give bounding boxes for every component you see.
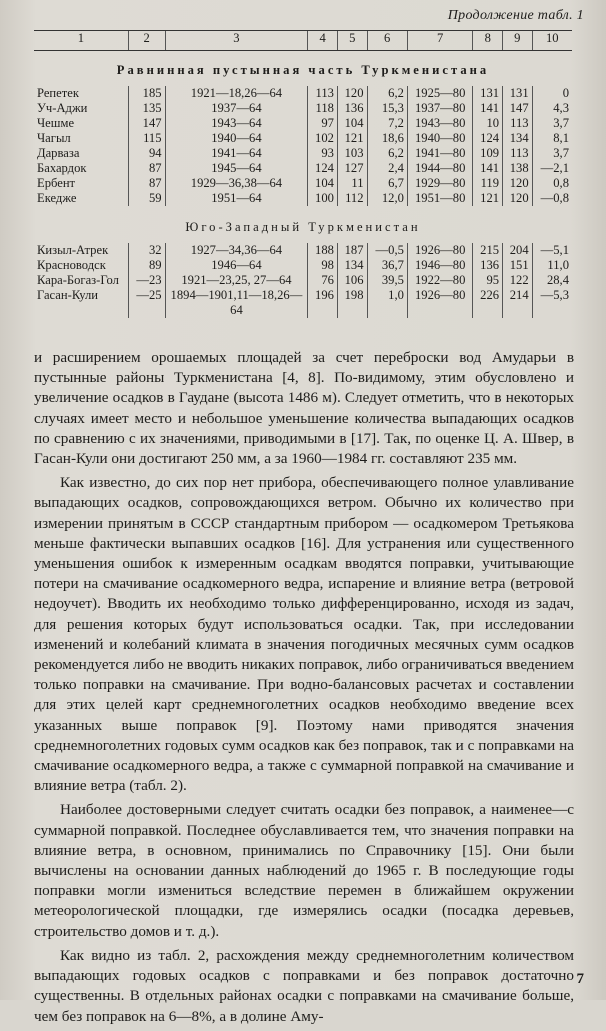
table-cell: 141 [473, 161, 503, 176]
column-header-7: 7 [407, 31, 473, 51]
table-cell: 141 [473, 101, 503, 116]
table-row [34, 191, 572, 206]
table-cell: 103 [337, 146, 367, 161]
table-cell: 113 [503, 146, 533, 161]
station-name-cell: Кизыл-Атрек [37, 243, 109, 257]
table-row [34, 243, 572, 258]
table-row [34, 131, 572, 146]
table-header [34, 31, 572, 51]
table-cell: —23 [128, 273, 165, 288]
table-cell: 1927—34,36—64 [165, 243, 308, 258]
table-cell: 136 [337, 101, 367, 116]
table-cell: 131 [473, 86, 503, 101]
table-row [34, 176, 572, 191]
table-cell: 131 [503, 86, 533, 101]
body-paragraph: и расширением орошаемых площадей за счет переброски вод Амударьи в пустынные районы Туркменистана [4, 8]. По-видимому, этим обусловлено и увеличение осадков в Гаудане (высота 1486 м). Следует отметить, что в некоторых случаях имеет место и небольшое уменьшение количества выпадающих осадков по сравнению с их значениями, приводимыми в [17]. Так, по оценке Ц. А. Швер, в Гасан-Кули они достигают 250 мм, а за 1960—1984 гг. составляют 235 мм. [34, 349, 574, 468]
table-cell: 4,3 [532, 101, 572, 116]
table-cell: —5,1 [532, 243, 572, 258]
table-cell: 1,0 [367, 288, 407, 318]
table-cell: 1941—80 [407, 146, 473, 161]
station-name-cell: Кара-Богаз-Гол [37, 273, 119, 287]
running-head: Продолжение табл. 1 [447, 8, 584, 23]
body-paragraph: Как известно, до сих пор нет прибора, обеспечивающего полное улавливание выпадающих осадков, сопровождающихся ветром. Обычно их количество при измерении принятым в СССР стандартным прибором — осадкомером Третьякова меньше фактически выпавших осадков [16]. Для устранения или существенного уменьшения ошибок к измеренным осадкам вводятся поправки, учитывающие потери на смачивание осадкомерного ведра, испарение и влияние ветра (ветровой недоучет). Вводить их необходимо только дифференцированно, исходя из задач, для решения которых будут использоваться осадки. Так, при исследовании изменений и колебаний климата в значения погодичных месячных сумм осадков рекомендуется либо не вводить никаких поправок, либо ограничиваться введением только поправки на смачивание. При водно-балансовых расчетах и составлении для этих целей карт среднемноголетних осадков необходимо введение всех указанных выше поправок [9]. Поэтому нами приводятся значения среднемноголетних годовых сумм осадков как без поправок, так и с поправками на смачивание осадкомерного ведра, а также с суммарной поправкой на смачивание и влияние ветра (табл. 2). [34, 474, 574, 795]
table-cell: 3,7 [532, 146, 572, 161]
table-cell: 1926—80 [407, 243, 473, 258]
table-cell: 76 [308, 273, 338, 288]
table-cell: 1946—64 [165, 258, 308, 273]
table-cell: 12,0 [367, 191, 407, 206]
column-header-5: 5 [337, 31, 367, 51]
station-name-cell: Репетек [37, 86, 79, 100]
table-cell: 10 [473, 116, 503, 131]
table-row [34, 86, 572, 101]
table-cell: 134 [503, 131, 533, 146]
table-cell: 113 [503, 116, 533, 131]
table-cell: 1894—1901,11—18,26—64 [165, 288, 308, 318]
table-cell: 1943—80 [407, 116, 473, 131]
table-cell: 89 [128, 258, 165, 273]
table-cell: 6,2 [367, 86, 407, 101]
table-cell: 98 [308, 258, 338, 273]
table-cell: 97 [308, 116, 338, 131]
column-header-9: 9 [503, 31, 533, 51]
table-cell: 6,7 [367, 176, 407, 191]
table-cell: 204 [503, 243, 533, 258]
table-cell: 2,4 [367, 161, 407, 176]
table-cell: 185 [128, 86, 165, 101]
section-title-row [34, 51, 572, 87]
table-cell: 112 [337, 191, 367, 206]
table-cell: 122 [503, 273, 533, 288]
table-cell: 121 [337, 131, 367, 146]
table-cell: 127 [337, 161, 367, 176]
table-cell: 6,2 [367, 146, 407, 161]
table-cell: —0,8 [532, 191, 572, 206]
table-cell: 124 [308, 161, 338, 176]
table-cell: 1940—64 [165, 131, 308, 146]
table-cell: 104 [337, 116, 367, 131]
table-cell: 104 [308, 176, 338, 191]
table-cell: 106 [337, 273, 367, 288]
table-cell: 226 [473, 288, 503, 318]
table-header-row [34, 31, 572, 51]
table-cell: 120 [337, 86, 367, 101]
table-cell: 214 [503, 288, 533, 318]
table-cell: 87 [128, 176, 165, 191]
table-cell: 115 [128, 131, 165, 146]
table-cell: —5,3 [532, 288, 572, 318]
table-cell: —0,5 [367, 243, 407, 258]
station-name-cell: Чешме [37, 116, 75, 130]
table-cell: 87 [128, 161, 165, 176]
table-cell: 95 [473, 273, 503, 288]
table-cell: 188 [308, 243, 338, 258]
table-cell: 7,2 [367, 116, 407, 131]
table-cell: 136 [473, 258, 503, 273]
table-row [34, 116, 572, 131]
column-header-2: 2 [128, 31, 165, 51]
table-cell: 196 [308, 288, 338, 318]
table-cell: 147 [503, 101, 533, 116]
table-cell: 3,7 [532, 116, 572, 131]
station-name-cell: Ербент [37, 176, 76, 190]
table-cell: 120 [503, 176, 533, 191]
table-cell: 1921—23,25, 27—64 [165, 273, 308, 288]
table-cell: 134 [337, 258, 367, 273]
table-row [34, 146, 572, 161]
table-cell: 120 [503, 191, 533, 206]
table-cell: —2,1 [532, 161, 572, 176]
table-cell: 93 [308, 146, 338, 161]
table-row [34, 288, 572, 318]
body-text [34, 348, 574, 1031]
table-cell: 119 [473, 176, 503, 191]
station-name-cell: Чагыл [37, 131, 71, 145]
station-name-cell: Дарваза [37, 146, 80, 160]
table-cell: 39,5 [367, 273, 407, 288]
table-cell: 1937—64 [165, 101, 308, 116]
station-name-cell: Екедже [37, 191, 77, 205]
station-name-cell: Бахардок [37, 161, 87, 175]
station-name-cell: Уч-Аджи [37, 101, 88, 115]
column-header-3: 3 [165, 31, 308, 51]
table-cell: 198 [337, 288, 367, 318]
table-cell: 124 [473, 131, 503, 146]
table-body [34, 51, 572, 319]
table-cell: 1943—64 [165, 116, 308, 131]
table-row [34, 101, 572, 116]
table-cell: 15,3 [367, 101, 407, 116]
table-cell: 1951—80 [407, 191, 473, 206]
station-name-cell: Гасан-Кули [37, 288, 99, 302]
table-cell: —25 [128, 288, 165, 318]
table-cell: 1929—80 [407, 176, 473, 191]
table-cell: 1922—80 [407, 273, 473, 288]
table-cell: 1925—80 [407, 86, 473, 101]
table-cell: 32 [128, 243, 165, 258]
table-cell: 113 [308, 86, 338, 101]
table-cell: 109 [473, 146, 503, 161]
body-paragraph: Как видно из табл. 2, расхождения между среднемноголетним количеством выпадающих годовых осадков с поправками и без поправок достаточно существенны. В отдельных районах осадки с поправками на смачивание больше, чем без поправок на 6—8%, а в долине Аму- [34, 946, 574, 1025]
table-row [34, 161, 572, 176]
table-cell: 187 [337, 243, 367, 258]
table-cell: 138 [503, 161, 533, 176]
table-cell: 100 [308, 191, 338, 206]
table-cell: 11,0 [532, 258, 572, 273]
section-title: Юго-Западный Туркменистан [185, 220, 421, 234]
table-cell: 1944—80 [407, 161, 473, 176]
table-cell: 147 [128, 116, 165, 131]
table-cell: 28,4 [532, 273, 572, 288]
table-cell: 18,6 [367, 131, 407, 146]
table-cell: 0 [532, 86, 572, 101]
section-title: Равнинная пустынная часть Туркменистана [116, 63, 490, 77]
table-cell: 1921—18,26—64 [165, 86, 308, 101]
table-cell: 1937—80 [407, 101, 473, 116]
table-cell: 1941—64 [165, 146, 308, 161]
column-header-10: 10 [532, 31, 572, 51]
table-cell: 135 [128, 101, 165, 116]
table-cell: 215 [473, 243, 503, 258]
body-paragraph: Наиболее достоверными следует считать осадки без поправок, а наименее—с суммарной поправкой. Последнее обуславливается тем, что значения поправки на влияние ветра, в основном, принимались по Справочнику [15]. Они были вычислены на основании данных наблюдений до 1965 г. В последующие годы поправки могли измениться вследствие перемен в ближайшем окружении метеорологической площадки, где измерялись осадки (посадка деревьев, строительство домов и т. д.). [34, 801, 574, 940]
table-cell: 1946—80 [407, 258, 473, 273]
table-row [34, 273, 572, 288]
column-header-1: 1 [34, 31, 128, 51]
station-name-cell: Красноводск [37, 258, 106, 272]
page-number: 7 [576, 971, 584, 987]
table-cell: 1929—36,38—64 [165, 176, 308, 191]
table-cell: 151 [503, 258, 533, 273]
table-cell: 1926—80 [407, 288, 473, 318]
table-cell: 36,7 [367, 258, 407, 273]
data-table [34, 30, 572, 318]
column-header-4: 4 [308, 31, 338, 51]
table-cell: 1945—64 [165, 161, 308, 176]
column-header-6: 6 [367, 31, 407, 51]
table-cell: 94 [128, 146, 165, 161]
table-cell: 59 [128, 191, 165, 206]
column-header-8: 8 [473, 31, 503, 51]
table-cell: 1951—64 [165, 191, 308, 206]
table-cell: 1940—80 [407, 131, 473, 146]
table-cell: 102 [308, 131, 338, 146]
table-cell: 0,8 [532, 176, 572, 191]
table-cell: 118 [308, 101, 338, 116]
table-cell: 121 [473, 191, 503, 206]
table-row [34, 258, 572, 273]
table-cell: 11 [337, 176, 367, 191]
table-cell: 8,1 [532, 131, 572, 146]
section-title-row [34, 206, 572, 243]
